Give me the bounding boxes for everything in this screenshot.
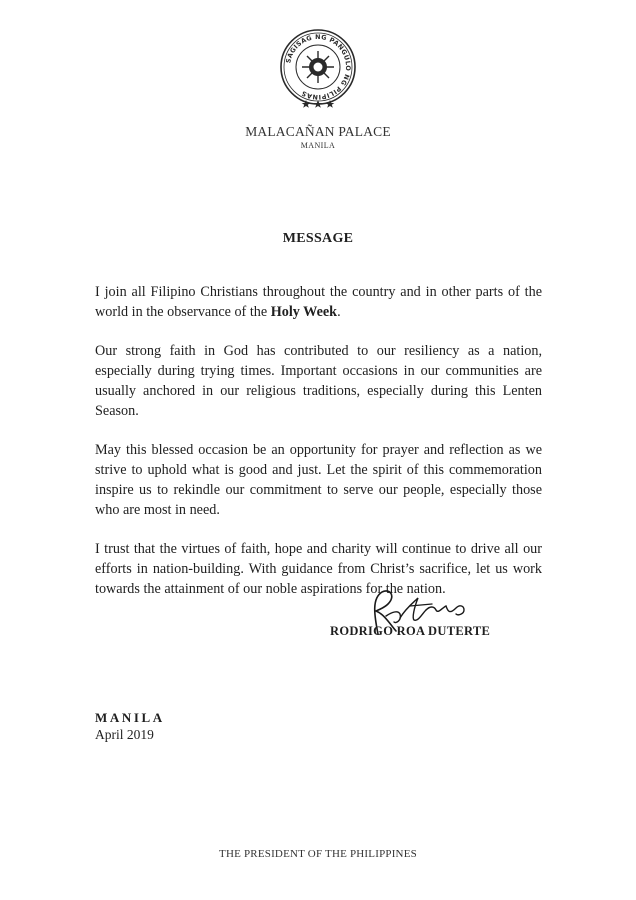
presidential-seal-icon: [268, 26, 368, 112]
paragraph-3: May this blessed occasion be an opportunity for prayer and reflection as we strive to uphold what is good and just. Let the spirit of this commemoration inspire us to rekindle our commitment to serve our people, especially those who are most in need.: [95, 442, 542, 518]
paragraph-1: [95, 282, 542, 322]
presidential-seal: [268, 26, 368, 112]
message-body: [95, 282, 542, 618]
paragraph-2: Our strong faith in God has contributed to our resiliency as a nation, especially during trying times. Important occasions in our communities are usually anchored in our religious traditions, especially during this Lenten Season.: [95, 343, 542, 419]
paragraph-1-end: .: [337, 304, 341, 320]
holy-week-emphasis: Holy Week: [270, 304, 338, 320]
paragraph-4: I trust that the virtues of faith, hope and charity will continue to drive all our efforts in nation-building. With guidance from Christ’s sacrifice, let us work towards the attainment of our noble aspirations for the nation.: [95, 541, 542, 597]
palace-city: MANILA: [300, 141, 336, 150]
svg-text:SAGISAG NG PANGULO NG PILIPINA: SAGISAG NG PANGULO NG PILIPINAS: [284, 32, 353, 102]
footer-title: THE PRESIDENT OF THE PHILIPPINES: [219, 848, 417, 860]
signatory-name: RODRIGO ROA DUTERTE: [330, 624, 491, 638]
dateline-date: April 2019: [95, 727, 154, 742]
dateline-place: MANILA: [95, 710, 165, 725]
palace-name: MALACAÑAN PALACE: [245, 124, 391, 139]
paragraph-1-text: I join all Filipino Christians throughout the country and in other parts of the world in the observance of the: [95, 284, 542, 320]
message-heading: MESSAGE: [282, 231, 354, 246]
